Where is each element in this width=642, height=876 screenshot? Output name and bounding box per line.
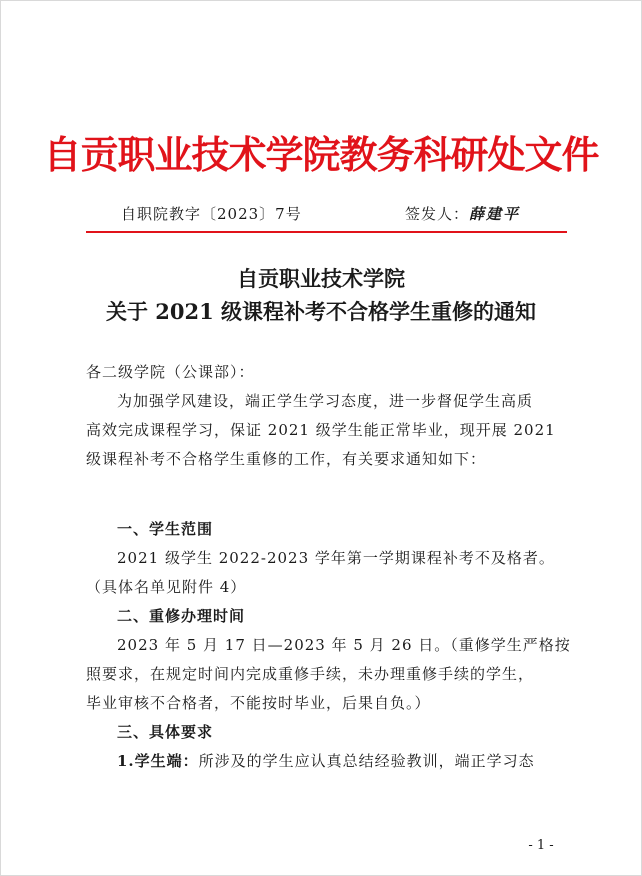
intro-line: 为加强学风建设，端正学生学习态度，进一步督促学生高质 [117, 392, 534, 410]
requirement-item [86, 747, 564, 776]
section-line: 毕业审核不合格者，不能按时毕业，后果自负。） [86, 694, 431, 712]
section-student-scope [86, 515, 571, 776]
section-heading: 二、重修办理时间 [117, 607, 246, 625]
section-heading: 三、具体要求 [117, 723, 214, 741]
document-header-title: 自贡职业技术学院教务科研处文件 [43, 132, 599, 177]
intro-line: 高效完成课程学习，保证 2021 级学生能正常毕业，现开展 2021 [86, 421, 556, 439]
header-divider [86, 231, 567, 233]
intro-line: 级课程补考不合格学生重修的工作，有关要求通知如下： [86, 450, 487, 468]
signer-name: 薛建平 [469, 205, 521, 223]
requirement-item-label: 1.学生端： [117, 752, 199, 770]
notice-title-line-2: 关于 2021 级课程补考不合格学生重修的通知 [105, 299, 537, 324]
signer-label: 签发人： [405, 205, 470, 223]
section-line: 2023 年 5 月 17 日—2023 年 5 月 26 日。（重修学生严格按 [117, 636, 571, 654]
page-number: - 1 - [528, 838, 554, 853]
notice-title [0, 262, 642, 328]
notice-title-line-1: 自贡职业技术学院 [237, 266, 405, 291]
document-body [86, 358, 564, 474]
salutation: 各二级学院（公课部）： [86, 363, 255, 381]
signer-block [405, 203, 520, 224]
document-number: 自职院教字〔2023〕7号 [121, 205, 302, 223]
requirement-item-text: 所涉及的学生应认真总结经验教训，端正学习态 [198, 752, 535, 770]
section-line: （具体名单见附件 4） [86, 578, 247, 596]
section-heading: 一、学生范围 [117, 520, 214, 538]
section-line: 2021 级学生 2022-2023 学年第一学期课程补考不及格者。 [117, 549, 555, 567]
section-line: 照要求，在规定时间内完成重修手续，未办理重修手续的学生， [86, 665, 535, 683]
